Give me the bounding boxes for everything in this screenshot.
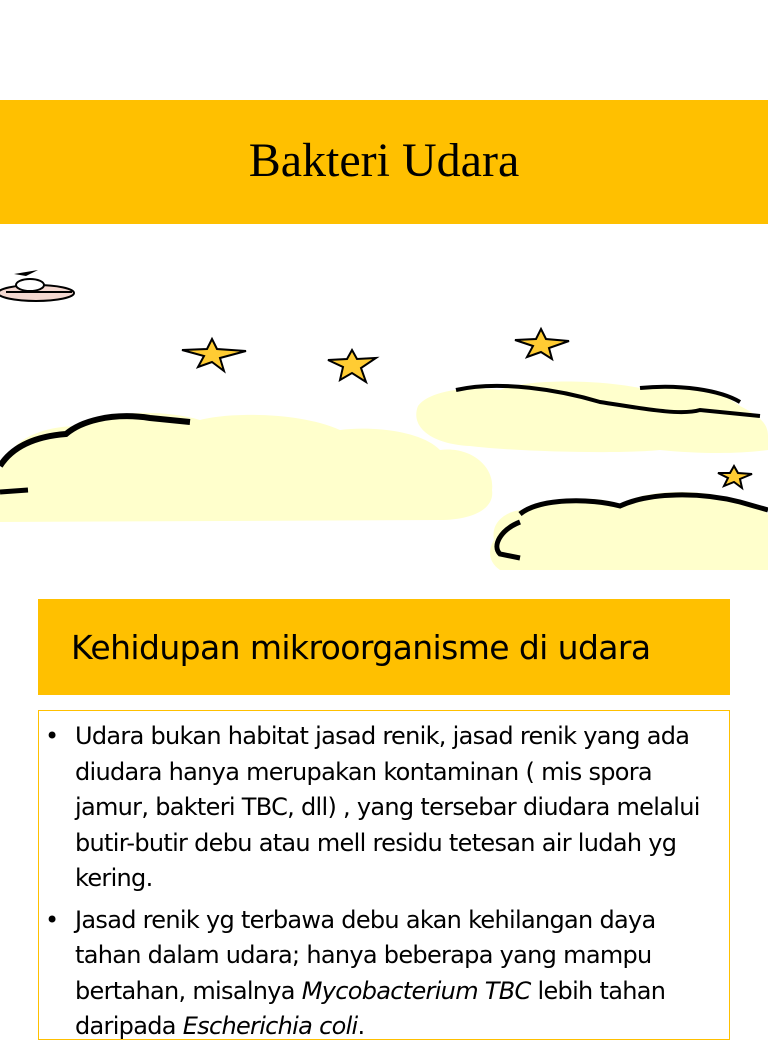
bullet-text: Udara bukan habitat jasad renik, jasad renik yang ada diudara hanya merupakan kontaminan ( mis spora jamur, bakteri TBC, dll) , yang tersebar diudara melalui butir-butir debu atau mell residu tetesan air ludah yg kering. <box>75 722 700 892</box>
cloud-icon <box>416 382 768 454</box>
cloud-icon <box>490 492 768 570</box>
cloud-icon <box>0 413 492 522</box>
star-icon <box>182 339 246 371</box>
star-icon <box>718 466 752 488</box>
star-icon <box>515 329 569 359</box>
bullet-item <box>75 903 719 1040</box>
bullet-item <box>75 719 719 897</box>
bullet-list <box>75 719 719 1040</box>
ufo-icon <box>0 270 74 301</box>
slide-title: Bakteri Udara <box>249 133 520 188</box>
sky-illustration <box>0 240 768 580</box>
bullet-text: Jasad renik yg terbawa debu akan kehilangan daya tahan dalam udara; hanya beberapa yang mampu bertahan, misalnya <box>75 906 656 1005</box>
slide-subtitle: Kehidupan mikroorganisme di udara <box>71 628 651 667</box>
title-band <box>0 100 768 224</box>
bullet-text: lebih tahan daripada <box>75 977 665 1040</box>
star-icon <box>328 350 376 382</box>
species-name: Escherichia coli <box>183 1012 358 1040</box>
subtitle-band <box>38 599 730 695</box>
content-box <box>38 710 730 1040</box>
species-name: Mycobacterium TBC <box>302 977 531 1005</box>
bullet-text: . <box>358 1012 365 1040</box>
